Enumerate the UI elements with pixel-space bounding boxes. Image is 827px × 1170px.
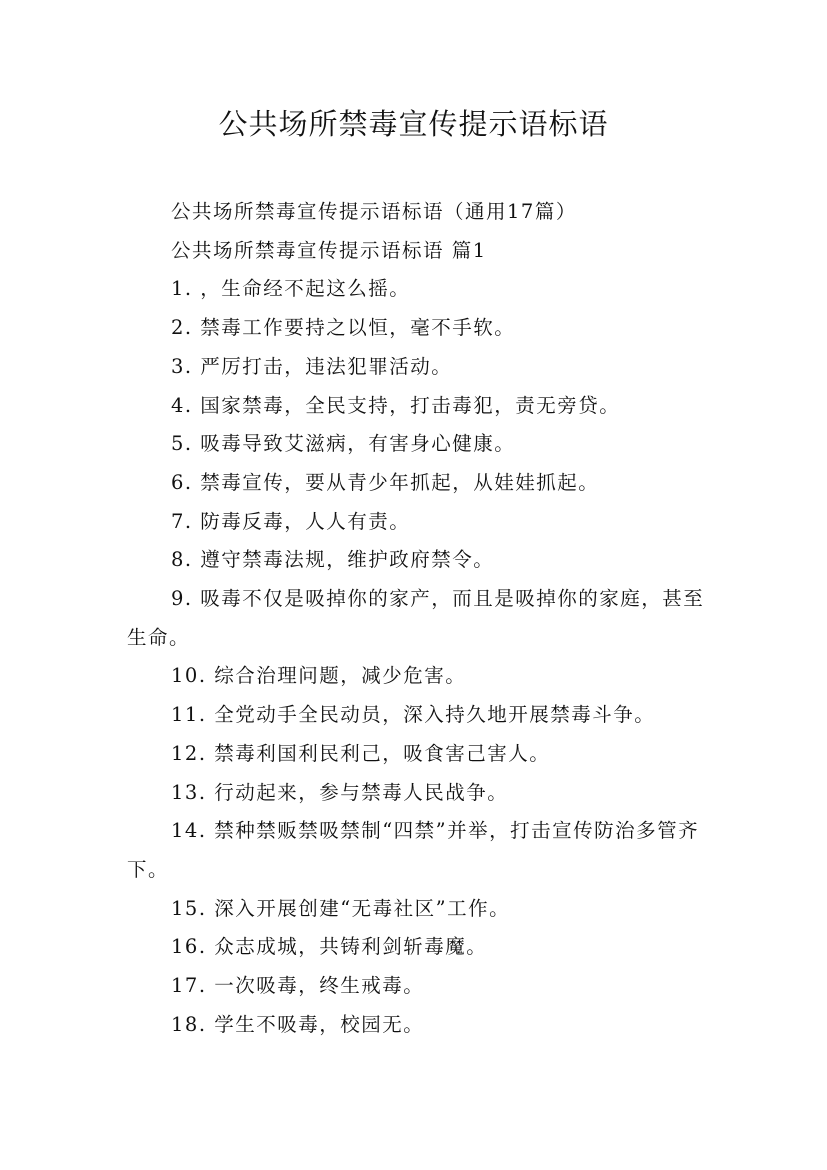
document-title: 公共场所禁毒宣传提示语标语 — [218, 107, 609, 141]
slogan-item-4: 4. 国家禁毒，全民支持，打击毒犯，责无旁贷。 — [171, 393, 621, 417]
section-heading: 公共场所禁毒宣传提示语标语 篇1 — [171, 238, 487, 262]
slogan-item-6: 6. 禁毒宣传，要从青少年抓起，从娃娃抓起。 — [171, 470, 600, 494]
slogan-item-10: 10. 综合治理问题，减少危害。 — [171, 664, 467, 688]
slogan-item-11: 11. 全党动手全民动员，深入持久地开展禁毒斗争。 — [171, 703, 656, 727]
slogan-item-18: 18. 学生不吸毒，校园无。 — [171, 1012, 425, 1036]
slogan-item-8: 8. 遵守禁毒法规，维护政府禁令。 — [171, 548, 495, 572]
slogan-item-15: 15. 深入开展创建“无毒社区”工作。 — [171, 896, 511, 920]
slogan-item-14: 14. 禁种禁贩禁吸禁制“四禁”并举，打击宣传防治多管齐下。 — [127, 819, 700, 881]
slogan-item-17: 17. 一次吸毒，终生戒毒。 — [171, 974, 425, 998]
slogan-item-3: 3. 严厉打击，违法犯罪活动。 — [171, 354, 453, 378]
intro-paragraph: 公共场所禁毒宣传提示语标语（通用17篇） — [171, 200, 577, 223]
slogan-item-12: 12. 禁毒利国利民利己，吸食害己害人。 — [171, 741, 551, 765]
slogan-item-2: 2. 禁毒工作要持之以恒，毫不手软。 — [171, 316, 516, 340]
slogan-item-1: 1. ，生命经不起这么摇。 — [171, 277, 411, 301]
slogan-item-9: 9. 吸毒不仅是吸掉你的家产，而且是吸掉你的家庭，甚至生命。 — [127, 587, 705, 649]
slogan-item-7: 7. 防毒反毒，人人有责。 — [171, 509, 411, 533]
slogan-item-5: 5. 吸毒导致艾滋病，有害身心健康。 — [171, 432, 516, 456]
document-body — [127, 193, 707, 1044]
slogan-item-13: 13. 行动起来，参与禁毒人民战争。 — [171, 780, 509, 804]
slogan-item-16: 16. 众志成城，共铸利剑斩毒魔。 — [171, 935, 488, 959]
